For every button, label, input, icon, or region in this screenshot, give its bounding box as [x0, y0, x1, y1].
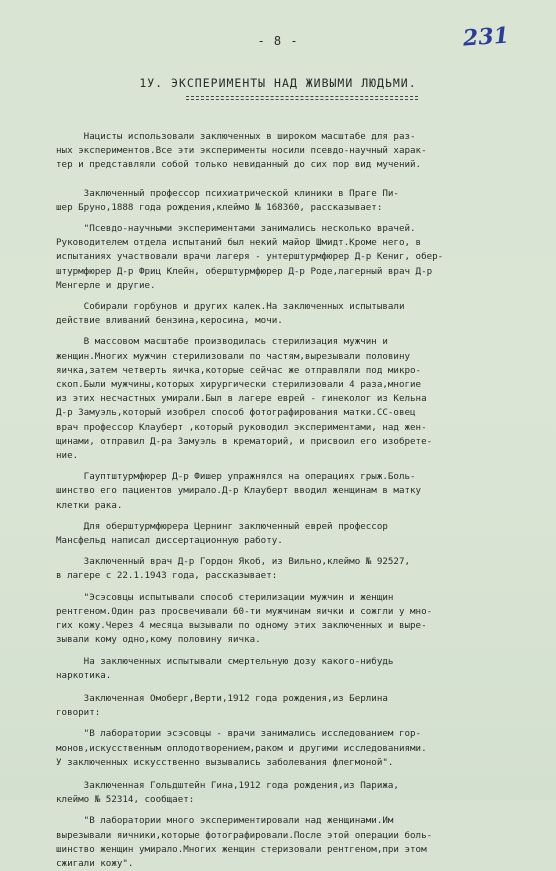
- title-underline: [186, 96, 418, 100]
- paragraph: Собирали горбунов и других калек.На заключенных испытывали действие вливаний бензина,керосина, мочи.: [56, 301, 405, 327]
- archive-page-number: 231: [462, 22, 510, 52]
- paragraph: В массовом масштабе производилась стерилизация мужчин и женщин.Многих мужчин стерилизовали по частям,вырезывали половину яичка,затем четверть яичка,которые сейчас же отправляли под микро- скоп.Были мужчины,которых хирургически стерилизовали 4 раза,многие из этих несчастных умирали.Был в лагере еврей - гинеколог из Кельна Д-р Замуэль,который изобрел способ фотографирования матки.СС-овец врач профессор Клауберт ,который руководил экспериментами, над жен- щинами, отправил Д-ра Замуэль в крематорий, и присвоил его изобрете- ние.: [56, 336, 433, 462]
- paragraph: Нацисты использовали заключенных в широком масштабе для раз- ных экспериментов.Все эти эксперименты носили псевдо-научный харак- тер и представляли собой только невиданный до сих пор вид мучений.: [56, 131, 427, 171]
- paragraph: "Эсэсовцы испытывали способ стерилизации мужчин и женщин рентгеном.Один раз просвечивали 60-ти мужчинам яички и сожгли у мно- гих кожу.Через 4 месяца вызывали по одному этих заключенных и выре- зывали кому одно,кому половину яичка.: [56, 591, 433, 646]
- document-body: [56, 130, 534, 871]
- paragraph: На заключенных испытывали смертельную дозу какого-нибудь наркотика.: [56, 655, 394, 681]
- paragraph: Гауптштурмфюрер Д-р Фишер упражнялся на операциях грыж.Боль- шинство его пациентов умирало.Д-р Клауберт вводил женщинам в матку клетки рака.: [56, 471, 422, 511]
- section-title: 1У. ЭКСПЕРИМЕНТЫ НАД ЖИВЫМИ ЛЮДЬМИ.: [139, 76, 417, 90]
- paragraph: Заключенный врач Д-р Гордон Якоб, из Вильно,клеймо № 92527, в лагере с 22.1.1943 года, рассказывает:: [56, 556, 411, 582]
- paragraph: Для оберштурмфюрера Цернинг заключенный еврей профессор Мансфельд написал диссертационную работу.: [56, 520, 388, 547]
- paragraph: Заключенная Омоберг,Верти,1912 года рождения,из Берлина говорит:: [56, 692, 388, 719]
- paragraph: "Псевдо-научными экспериментами занимались несколько врачей. Руководителем отдела испытаний был некий майор Шмидт.Кроме него, в испытаниях участвовали врачи лагеря - унтерштурмфюрер Д-р Кениг, обер- штурмфюрер Д-р Фриц Клейн, оберштурмфюрер Д-р Роде,лагерный врач Д-р Менгерле и другие.: [56, 223, 444, 291]
- paragraph: "В лаборатории много экспериментировали над женщинами.Им вырезывали яичники,которые фотографировали.После этой операции боль- шинство женщин умирало.Многих женщин стеризовали рентгеном,при этом сжигали кожу".: [56, 815, 433, 869]
- paragraph: Заключенный профессор психиатрической клиники в Праге Пи- шер Бруно,1888 года рождения,клеймо № 168360, рассказывает:: [56, 187, 399, 213]
- page-number: - 8 -: [257, 34, 299, 48]
- paragraph: Заключенная Гольдштейн Гина,1912 года рождения,из Парижа, клеймо № 52314, сообщает:: [56, 779, 399, 806]
- paragraph: "В лаборатории эсэсовцы - врачи занимались исследованием гор- монов,искусственным оплодотворением,раком и другими исследованиями. У заключенных искусственно вызывались заболевания флегмоной".: [56, 728, 427, 768]
